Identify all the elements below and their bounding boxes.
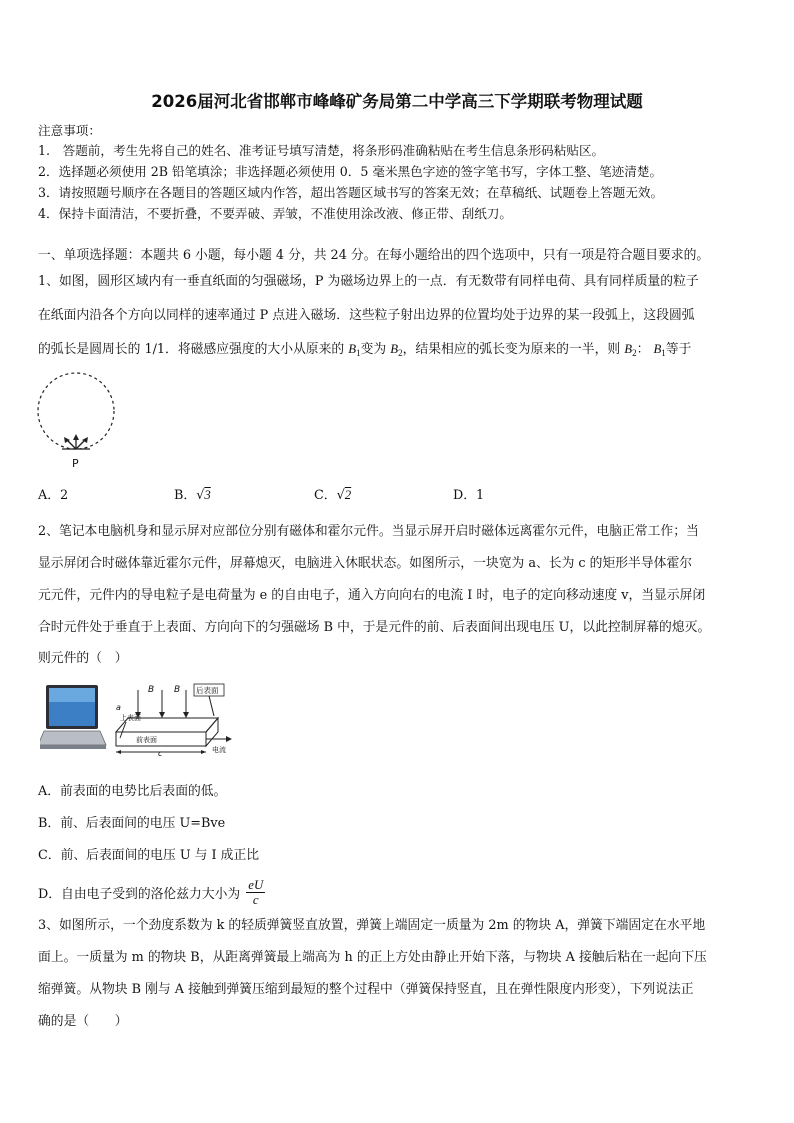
- b1-symbol: $B_1$: [348, 342, 361, 358]
- b1-symbol: $B_1$: [653, 342, 666, 358]
- front-face: [116, 732, 206, 746]
- b-label: B: [174, 685, 181, 695]
- q2-text-line: 合时元件处于垂直于上表面、方向向下的匀强磁场 B 中，于是元件的前、后表面间出现电压 U，以此控制屏幕的熄灭。: [38, 620, 711, 635]
- q3-text-line: 面上。一质量为 m 的物块 B，从距离弹簧最上端高为 h 的正上方处由静止开始下落，与物块 A 接触后粘在一起向下压: [38, 950, 707, 965]
- b2-symbol: $B_2$: [624, 342, 637, 358]
- b2-symbol: $B_2$: [390, 342, 403, 358]
- notes-heading: 注意事项：: [38, 123, 101, 138]
- q1-text-line: 在纸面内沿各个方向以同样的速率通过 P 点进入磁场．这些粒子射出边界的位置均处于边界的某一段弧上，这段圆弧: [38, 308, 695, 323]
- back-surface-label: 后表面: [196, 686, 219, 695]
- side-face: [206, 718, 218, 746]
- section-heading: 一、单项选择题：本题共 6 小题，每小题 4 分，共 24 分。在每小题给出的四个选项中，只有一项是符合题目要求的。: [38, 248, 710, 263]
- note-item: 3．请按照题号顺序在各题目的答题区域内作答，超出答题区域书写的答案无效；在草稿纸、试题卷上答题无效。: [38, 185, 664, 200]
- q2-text-line: 则元件的（ ）: [38, 651, 128, 666]
- q2-option-d[interactable]: D．自由电子受到的洛伦兹力大小为 $\frac{eU}{c}$: [38, 878, 264, 907]
- point-p-label: P: [72, 457, 79, 470]
- q2-text-line: 2、笔记本电脑机身和显示屏对应部位分别有磁体和霍尔元件。当显示屏开启时磁体远离霍尔元件，电脑正常工作；当: [38, 524, 699, 539]
- q2-option-a[interactable]: A．前表面的电势比后表面的低。: [38, 784, 227, 799]
- q1-option-c[interactable]: C．√2: [314, 488, 352, 503]
- note-item: 2．选择题必须使用 2B 铅笔填涂；非选择题必须使用 0．5 毫米黑色字迹的签字笔书写，字体工整、笔迹清楚。: [38, 164, 663, 179]
- c-label: c: [158, 749, 163, 758]
- laptop-image: [40, 683, 112, 753]
- q3-text-line: 确的是（ ）: [38, 1014, 128, 1029]
- note-item: 4．保持卡面清洁，不要折叠，不要弄破、弄皱，不准使用涂改液、修正带、刮纸刀。: [38, 206, 512, 221]
- q2-text-line: 元元件，元件内的导电粒子是电荷量为 e 的自由电子，通入方向向右的电流 I 时，电子的定向移动速度 v，当显示屏闭: [38, 588, 706, 603]
- fraction: $\frac{eU}{c}$: [248, 878, 264, 907]
- note-item: 1. 答题前，考生先将自己的姓名、准考证号填写清楚，将条形码准确粘贴在考生信息条形码粘贴区。: [38, 143, 605, 158]
- current-label: 电流: [212, 746, 226, 754]
- b-label: B: [148, 685, 155, 695]
- q1-option-b[interactable]: B．√3: [174, 488, 211, 503]
- q1-option-d[interactable]: D．1: [453, 488, 485, 503]
- q1-option-a[interactable]: A．2: [38, 488, 69, 503]
- q3-text-line: 3、如图所示，一个劲度系数为 k 的轻质弹簧竖直放置，弹簧上端固定一质量为 2m 的物块 A，弹簧下端固定在水平地: [38, 918, 706, 933]
- top-surface-label: 上表面: [120, 714, 141, 722]
- q2-option-c[interactable]: C．前、后表面间的电压 U 与 I 成正比: [38, 848, 260, 863]
- a-label: a: [116, 703, 121, 712]
- q1-text-line: 1、如图，圆形区域内有一垂直纸面的匀强磁场，P 为磁场边界上的一点．有无数带有同样电荷、具有同样质量的粒子: [38, 274, 699, 289]
- q3-text-line: 缩弹簧。从物块 B 刚与 A 接触到弹簧压缩到最短的整个过程中（弹簧保持竖直，且在弹性限度内形变），下列说法正: [38, 982, 694, 997]
- hall-element-diagram: [112, 680, 242, 758]
- q2-option-b[interactable]: B．前、后表面间的电压 U=Bve: [38, 816, 226, 831]
- laptop-keyboard: [40, 731, 106, 745]
- back-leader: [209, 696, 214, 716]
- q2-text-line: 显示屏闭合时磁体靠近霍尔元件，屏幕熄灭，电脑进入休眠状态。如图所示，一块宽为 a、长为 c 的矩形半导体霍尔: [38, 556, 693, 571]
- q1-circle-figure: [34, 370, 124, 472]
- q1-text-line: 的弧长是圆周长的 1/1．将磁感应强度的大小从原来的 $B_1$变为 $B_2$，结果相应的弧长变为原来的一半，则 $B_2$： $B_1$等于: [38, 342, 692, 358]
- page-title: 2026届河北省邯郸市峰峰矿务局第二中学高三下学期联考物理试题: [151, 92, 643, 111]
- front-surface-label: 前表面: [136, 736, 157, 744]
